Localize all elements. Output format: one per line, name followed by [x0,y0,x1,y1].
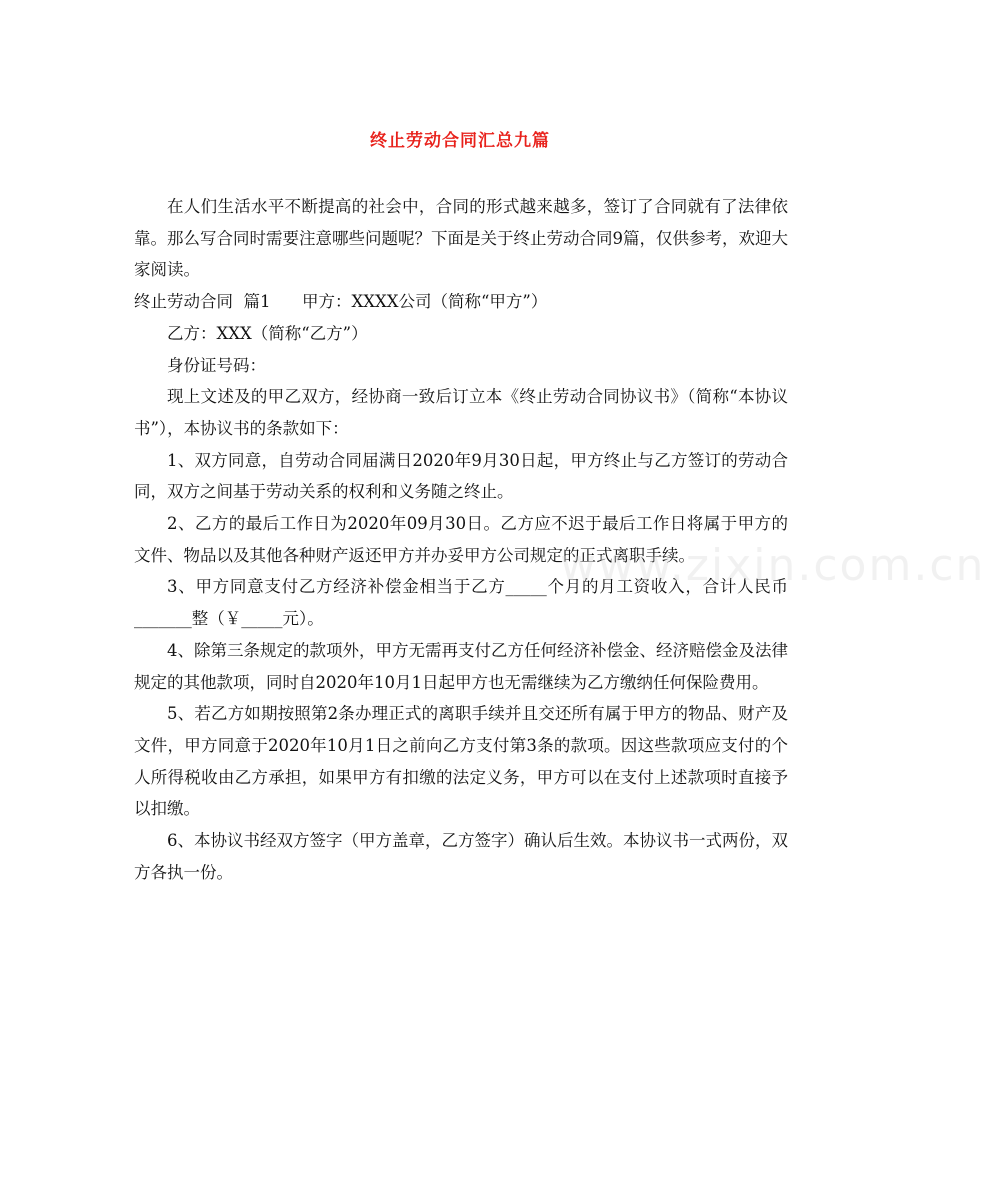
clause-2: 2、乙方的最后工作日为2020年09月30日。乙方应不迟于最后工作日将属于甲方的文件、物品以及其他各种财产返还甲方并办妥甲方公司规定的正式离职手续。 [134,514,788,565]
clause-5: 5、若乙方如期按照第2条办理正式的离职手续并且交还所有属于甲方的物品、财产及文件，甲方同意于2020年10月1日之前向乙方支付第3条的款项。因这些款项应支付的个人所得税收由乙方承担，如果甲方有扣缴的法定义务，甲方可以在支付上述款项时直接予以扣缴。 [134,704,788,819]
section-heading: 终止劳动合同 篇1 甲方：XXXX公司（简称“甲方”） [134,292,548,312]
clause-3: 3、甲方同意支付乙方经济补偿金相当于乙方_____个月的月工资收入，合计人民币_______整（￥_____元）。 [134,577,788,629]
party-b-line: 乙方：XXX（简称“乙方”） [167,323,368,343]
intro-paragraph: 在人们生活水平不断提高的社会中，合同的形式越来越多，签订了合同就有了法律依靠。那么写合同时需要注意哪些问题呢？下面是关于终止劳动合同9篇，仅供参考，欢迎大家阅读。 [134,197,788,280]
document-body [134,191,788,888]
document-title: 终止劳动合同汇总九篇 [370,131,550,151]
clause-6: 6、本协议书经双方签字（甲方盖章，乙方签字）确认后生效。本协议书一式两份，双方各执一份。 [134,831,788,882]
watermark: www.zixin.com.cn [560,540,985,591]
clause-1: 1、双方同意，自劳动合同届满日2020年9月30日起，甲方终止与乙方签订的劳动合同，双方之间基于劳动关系的权利和义务随之终止。 [134,450,788,502]
preamble-paragraph: 现上文述及的甲乙双方，经协商一致后订立本《终止劳动合同协议书》（简称“本协议书”），本协议书的条款如下： [134,387,788,438]
clause-4: 4、除第三条规定的款项外，甲方无需再支付乙方任何经济补偿金、经济赔偿金及法律规定的其他款项，同时自2020年10月1日起甲方也无需继续为乙方缴纳任何保险费用。 [134,640,788,692]
id-number-line: 身份证号码： [167,355,266,375]
